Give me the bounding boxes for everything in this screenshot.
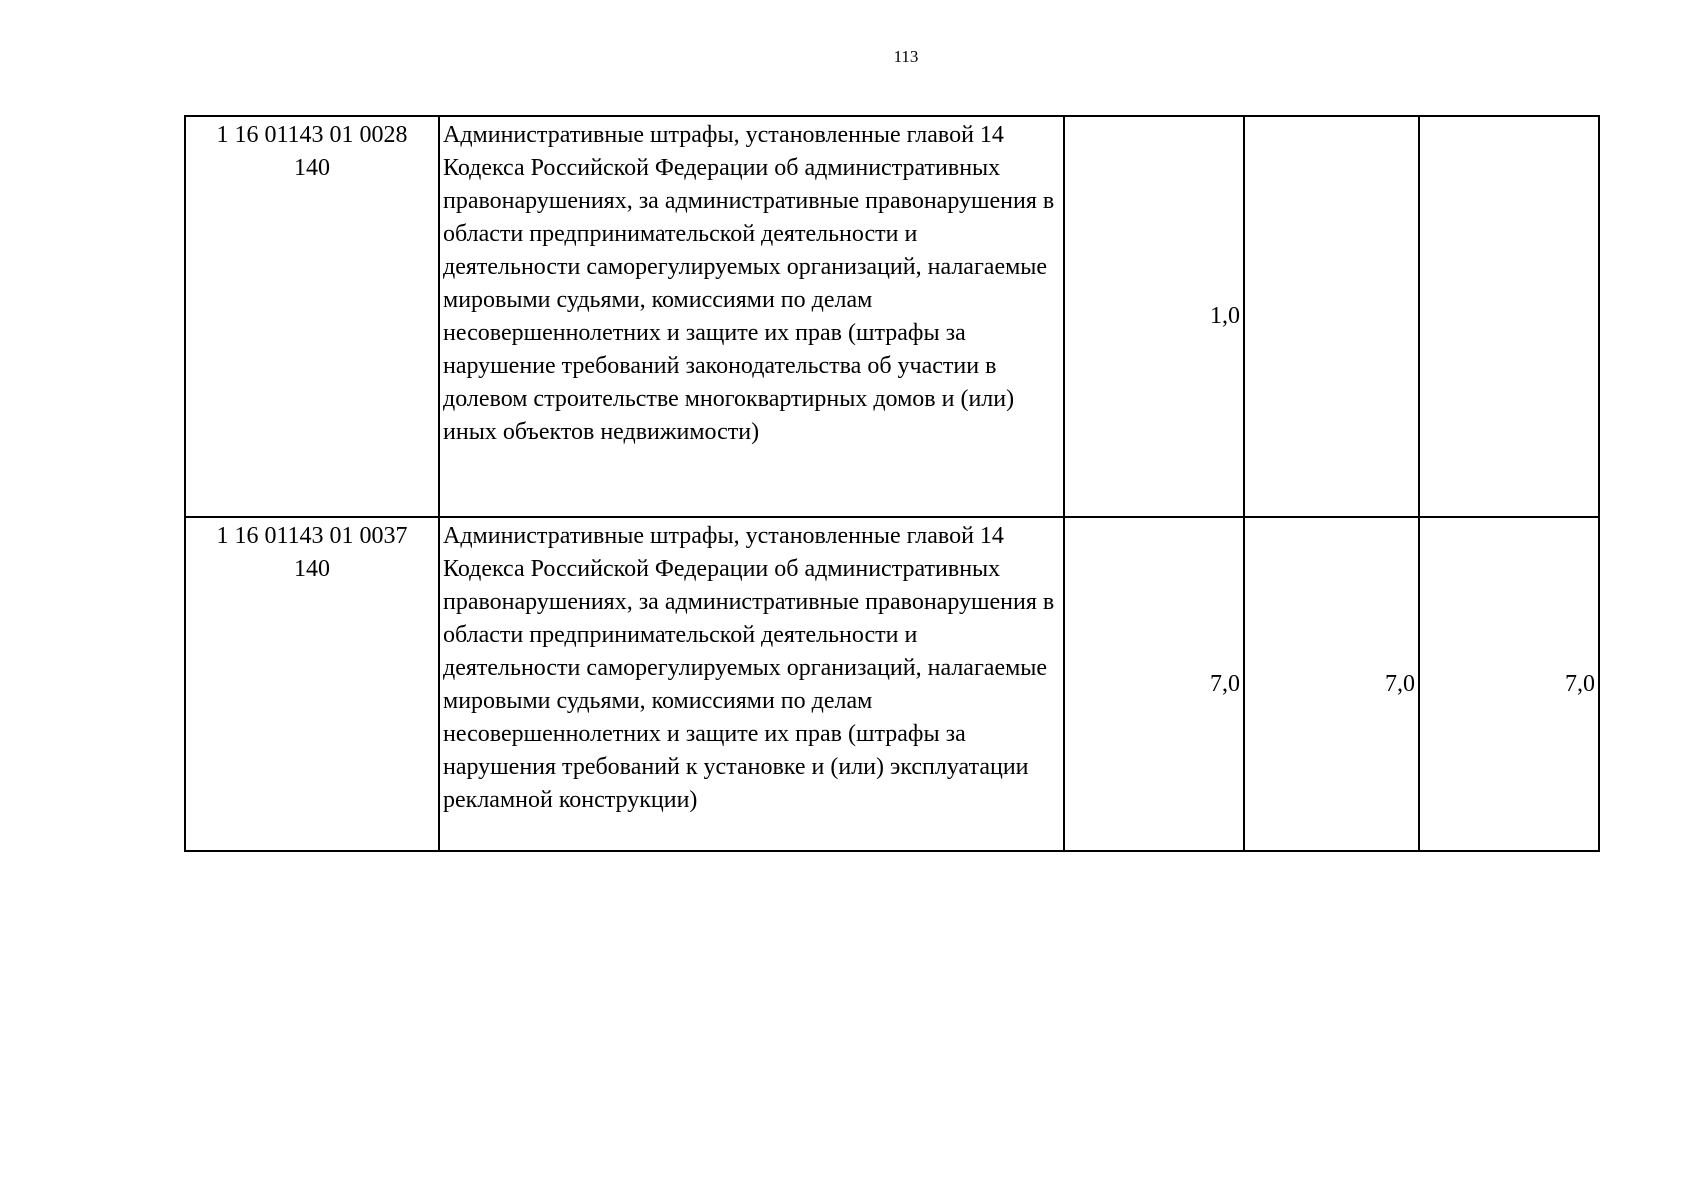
value-cell-2: 7,0 xyxy=(1244,517,1419,851)
income-name-cell: Административные штрафы, установленные главой 14 Кодекса Российской Федерации об административных правонарушениях, за административные правонарушения в области предпринимательской деятельности и деятельности саморегулируемых организаций, налагаемые мировыми судьями, комиссиями по делам несовершеннолетних и защите их прав (штрафы за нарушения требований к установке и (или) эксплуатации рекламной конструкции) xyxy=(439,517,1064,851)
budget-code-line: 140 xyxy=(294,155,330,181)
value-cell-2 xyxy=(1244,116,1419,517)
budget-code-line: 1 16 01143 01 0028 xyxy=(216,122,408,148)
budget-code-cell xyxy=(185,517,439,851)
income-name-cell: Административные штрафы, установленные главой 14 Кодекса Российской Федерации об административных правонарушениях, за административные правонарушения в области предпринимательской деятельности и деятельности саморегулируемых организаций, налагаемые мировыми судьями, комиссиями по делам несовершеннолетних и защите их прав (штрафы за нарушение требований законодательства об участии в долевом строительстве многоквартирных домов и (или) иных объектов недвижимости) xyxy=(439,116,1064,517)
value-cell-3 xyxy=(1419,116,1599,517)
revenue-table xyxy=(184,115,1600,852)
value-cell-3: 7,0 xyxy=(1419,517,1599,851)
table-row xyxy=(185,116,1599,517)
value-cell-1: 7,0 xyxy=(1064,517,1244,851)
budget-code-line: 1 16 01143 01 0037 xyxy=(216,523,408,549)
budget-code-line: 140 xyxy=(294,556,330,582)
budget-code-cell xyxy=(185,116,439,517)
value-cell-1: 1,0 xyxy=(1064,116,1244,517)
page-number: 113 xyxy=(893,47,919,66)
table-row xyxy=(185,517,1599,851)
